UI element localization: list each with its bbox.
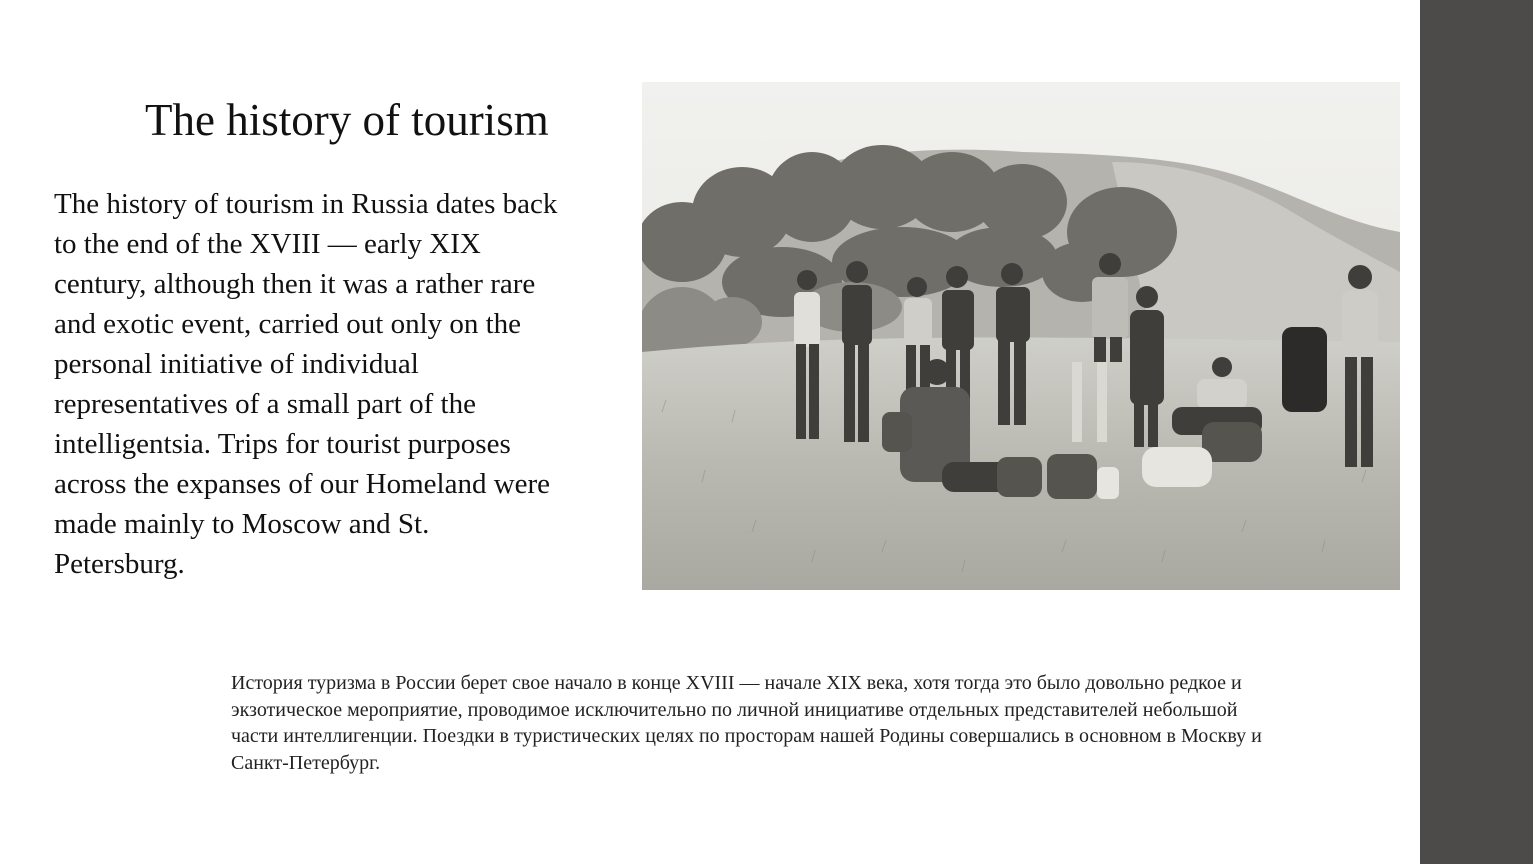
- body-text: [54, 184, 629, 584]
- photo-illustration: [642, 82, 1400, 590]
- body-line: century, although then it was a rather rare: [54, 268, 536, 300]
- caption-line: Санкт-Петербург.: [231, 751, 381, 774]
- body-line: across the expanses of our Homeland were: [54, 468, 551, 500]
- body-line: and exotic event, carried out only on the: [54, 308, 522, 340]
- side-bar: [1420, 0, 1533, 864]
- body-line: representatives of a small part of the: [54, 388, 476, 420]
- caption-line: экзотическое мероприятие, проводимое исключительно по личной инициативе отдельных представителей небольшой: [231, 698, 1238, 721]
- caption-line: части интеллигенции. Поездки в туристических целях по просторам нашей Родины совершались в основном в Москву и: [231, 725, 1262, 747]
- slide-title: The history of tourism: [145, 95, 549, 145]
- caption-line: История туризма в России берет свое начало в конце XVIII — начале XIX века, хотя тогда это было довольно редкое и: [231, 672, 1242, 694]
- body-line: made mainly to Moscow and St.: [54, 508, 430, 540]
- body-line: Petersburg.: [54, 548, 185, 580]
- body-line: personal initiative of individual: [54, 348, 419, 380]
- body-line: intelligentsia. Trips for tourist purposes: [54, 428, 511, 460]
- body-line: to the end of the XVIII — early XIX: [54, 228, 481, 260]
- russian-caption: [231, 670, 1396, 776]
- historical-tourist-group-photo: [642, 82, 1400, 590]
- body-line: The history of tourism in Russia dates back: [54, 188, 558, 220]
